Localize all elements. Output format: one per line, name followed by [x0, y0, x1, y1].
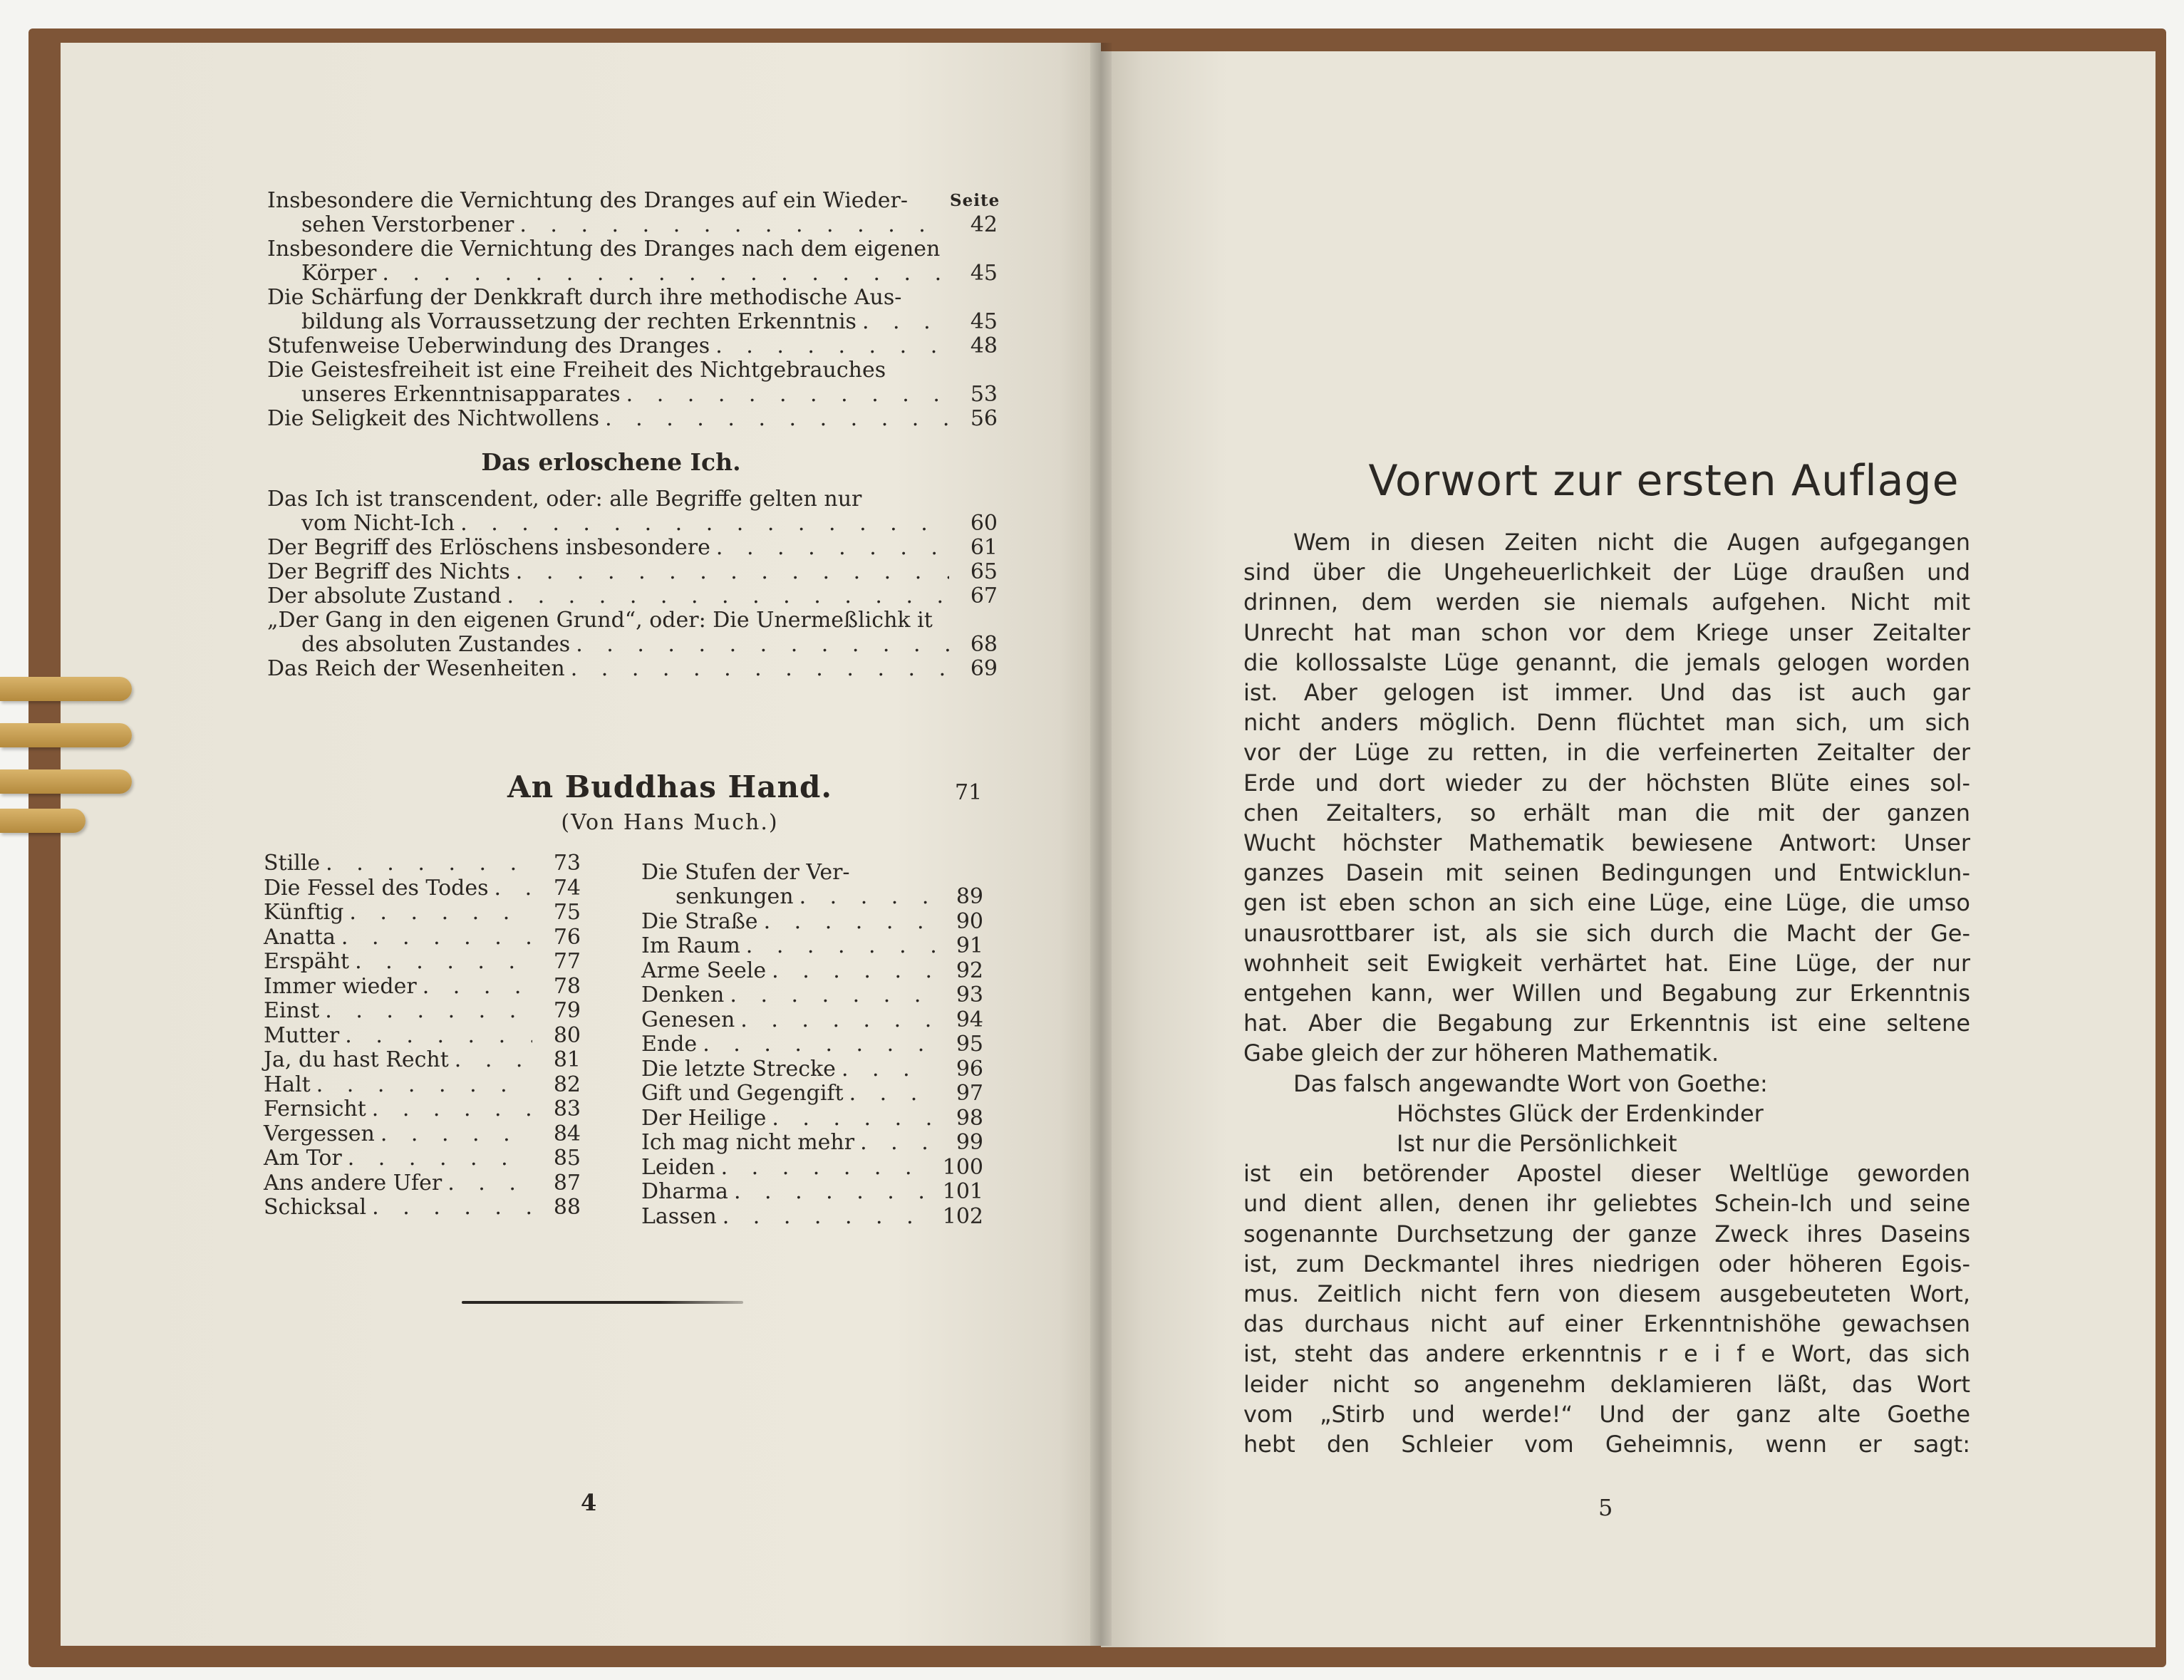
toc-text: vom Nicht-Ich [301, 511, 455, 536]
text-line: Gabe gleich der zur höheren Mathematik. [1243, 1039, 1719, 1067]
text-line: die kollossalste Lüge genannt, die jemals gelogen worden [1243, 648, 1970, 676]
toc-page-number: 98 [956, 1105, 983, 1131]
toc-page-number: 65 [970, 559, 998, 584]
toc-text: Stufenweise Ueberwindung des Dranges [267, 333, 710, 358]
toc-entry [267, 536, 998, 560]
list-item [264, 975, 581, 1000]
toc-page-number: 77 [553, 949, 581, 974]
section-heading-buddha [456, 769, 884, 835]
toc-page-number: 88 [553, 1195, 581, 1220]
section-subtitle: (Von Hans Much.) [561, 810, 779, 835]
poem-title: Mutter [264, 1022, 340, 1048]
list-item [264, 1097, 581, 1122]
poem-title: Einst [264, 998, 320, 1023]
toc-page-number: 99 [956, 1130, 983, 1155]
toc-page-number: 42 [970, 212, 998, 237]
poem-title: Gift und Gegengift [641, 1081, 844, 1106]
text-line: Unrecht hat man schon vor dem Kriege unser Zeitalter [1243, 618, 1970, 646]
list-item [264, 1024, 581, 1049]
chapter-title: Vorwort zur ersten Auflage [1368, 456, 1960, 506]
list-item [641, 1057, 983, 1082]
toc-page-number: 60 [970, 511, 998, 536]
list-item [641, 1008, 983, 1033]
poem-title: Die letzte Strecke [641, 1056, 836, 1082]
poem-title: Halt [264, 1072, 311, 1097]
toc-page-number: 82 [553, 1072, 581, 1097]
poem-title: Denken [641, 982, 725, 1007]
toc-entry [267, 487, 998, 536]
poem-title: Arme Seele [641, 958, 767, 983]
poem-title: Die Straße [641, 908, 758, 934]
toc-text: unseres Erkenntnisapparates [301, 382, 621, 407]
toc-entry [267, 584, 998, 608]
toc-page-number: 102 [942, 1203, 983, 1229]
poem-title: Erspäht [264, 949, 350, 974]
poem-title: Immer wieder [264, 973, 417, 999]
toc-page-number: 91 [956, 933, 983, 958]
section-title: An Buddhas Hand. [507, 769, 832, 804]
toc-page-number: 68 [970, 632, 998, 657]
poem-title: Die Fessel des Todes [264, 875, 489, 901]
toc-entry [267, 334, 998, 358]
poem-title: Vergessen [264, 1121, 375, 1146]
list-item [264, 876, 581, 901]
toc-page-number: 73 [553, 851, 581, 876]
toc-page-number: 90 [956, 908, 983, 934]
toc-text: Insbesondere die Vernichtung des Dranges auf ein Wieder- [267, 188, 908, 213]
toc-page-number: 78 [553, 973, 581, 999]
list-item [641, 1131, 983, 1156]
poem-title: Stille [264, 851, 321, 876]
toc-entry [267, 407, 998, 431]
toc-page-number: 94 [956, 1007, 983, 1032]
toc-page-number: 101 [942, 1179, 983, 1204]
list-item [264, 1146, 581, 1171]
toc-page-number: 84 [553, 1121, 581, 1146]
text-line: vom „Stirb und werde!“ Und der ganz alte Goethe [1243, 1400, 1970, 1428]
toc-text: Das Ich ist transcendent, oder: alle Begriffe gelten nur [267, 487, 862, 512]
quote-intro: Das falsch angewandte Wort von Goethe: [1293, 1069, 1768, 1097]
text-line: entgehen kann, wer Willen und Begabung zur Erkenntnis [1243, 980, 1970, 1007]
toc-page-number: 81 [553, 1047, 581, 1072]
section-heading: Das erloschene Ich. [481, 448, 741, 476]
list-item [641, 1156, 983, 1181]
toc-page-number: 61 [970, 535, 998, 560]
poem-title: Lassen [641, 1203, 717, 1229]
toc-entry [267, 608, 998, 657]
toc-text: Die Schärfung der Denkkraft durch ihre methodische Aus- [267, 285, 902, 310]
toc-page-number: 74 [553, 875, 581, 901]
text-line: ganzes Dasein mit seinen Bedingungen und Entwicklun- [1243, 859, 1970, 887]
poem-title: Ans andere Ufer [264, 1170, 443, 1196]
list-item [641, 983, 983, 1008]
toc-page-number: 80 [553, 1022, 581, 1048]
toc-entry [267, 657, 998, 681]
list-item [264, 1196, 581, 1220]
poem-title: Der Heilige [641, 1105, 767, 1131]
text-line: leider nicht so angenehm deklamieren läßt, das Wort [1243, 1370, 1970, 1398]
text-line: chen Zeitalters, so erhält man die mit der ganzen [1243, 799, 1970, 826]
toc-page-number: 45 [970, 309, 998, 334]
seite-label: Seite [950, 191, 1000, 210]
list-item [264, 901, 581, 925]
poem-title: Am Tor [264, 1146, 342, 1171]
page-number-right: 5 [1598, 1494, 1613, 1521]
toc-page-number: 56 [970, 406, 998, 431]
toc-entry [267, 237, 998, 286]
divider-rule [462, 1301, 743, 1304]
text-line: gen ist eben schon an sich eine Lüge, eine Lüge, die umso [1243, 889, 1970, 917]
text-line: sogenannte Durchsetzung der ganze Zweck ihres Daseins [1243, 1220, 1970, 1248]
poem-title: Schicksal [264, 1195, 367, 1220]
toc-page-number: 95 [956, 1032, 983, 1057]
text-line: ist ein betörender Apostel dieser Weltlüge geworden [1243, 1160, 1970, 1188]
list-item [264, 925, 581, 950]
text-line: nicht anders möglich. Denn flüchtet man sich, um sich [1243, 709, 1970, 737]
list-item [264, 950, 581, 975]
toc-page-number: 53 [970, 382, 998, 407]
list-item [641, 1082, 983, 1106]
toc-text: bildung als Vorraussetzung der rechten Erkenntnis [301, 309, 856, 334]
poem-title: senkungen [676, 884, 794, 909]
poem-title: Ja, du hast Recht [264, 1047, 449, 1072]
poem-title: Die Stufen der Ver- [641, 860, 850, 885]
toc-page-number: 79 [553, 998, 581, 1023]
toc-entry [267, 286, 998, 334]
toc-page-number: 89 [956, 884, 983, 909]
list-item [641, 934, 983, 959]
page-clip-icon [0, 663, 143, 848]
toc-entry [267, 560, 998, 584]
text-line: vor der Lüge zu retten, in die verfeinerten Zeitalter der [1243, 739, 1970, 767]
text-line: ist. Aber gelogen ist immer. Und das ist auch gar [1243, 679, 1970, 707]
toc-entry [267, 358, 998, 407]
book-gutter [1090, 43, 1112, 1646]
list-item [264, 1122, 581, 1147]
toc-text: Der Begriff des Nichts [267, 559, 510, 584]
toc-text: Die Seligkeit des Nichtwollens [267, 406, 600, 431]
text-line: ist, steht das andere erkenntnis r e i f e Wort, das sich [1243, 1340, 1970, 1368]
text-line: unausrottbarer ist, als sie sich durch die Macht der Ge- [1243, 919, 1970, 947]
page-number-left: 4 [581, 1489, 597, 1516]
text-line: Erde und dort wieder zu der höchsten Blüte eines sol- [1243, 769, 1970, 797]
table-of-contents [267, 189, 998, 681]
text-line: hebt den Schleier vom Geheimnis, wenn er sagt: [1243, 1431, 1970, 1458]
list-item [264, 1048, 581, 1073]
toc-text: Körper [301, 261, 377, 286]
poem-title: Im Raum [641, 933, 740, 958]
toc-page-number: 83 [553, 1096, 581, 1121]
list-item [641, 910, 983, 935]
poem-title: Ende [641, 1032, 698, 1057]
text-line: ist, zum Deckmantel ihres niedrigen oder höheren Egois- [1243, 1250, 1970, 1277]
list-item [641, 1032, 983, 1057]
toc-text: Insbesondere die Vernichtung des Dranges nach dem eigenen [267, 237, 941, 261]
toc-page-number: 97 [956, 1081, 983, 1106]
list-item [264, 1171, 581, 1196]
poem-list-left [264, 851, 581, 1220]
list-item [641, 959, 983, 984]
toc-text: „Der Gang in den eigenen Grund“, oder: Die Unermeßlichk it [267, 608, 933, 633]
toc-page-number: 67 [970, 584, 998, 608]
toc-text: Die Geistesfreiheit ist eine Freiheit des Nichtgebrauches [267, 358, 886, 383]
toc-text: Das Reich der Wesenheiten [267, 656, 565, 681]
poem-title: Künftig [264, 900, 344, 925]
text-line: und dient allen, denen ihr geliebtes Schein-Ich und seine [1243, 1190, 1970, 1218]
toc-page-number: 87 [553, 1170, 581, 1196]
list-item [264, 999, 581, 1024]
toc-page-number: 93 [956, 982, 983, 1007]
poem-title: Dharma [641, 1179, 728, 1204]
list-item [641, 1180, 983, 1205]
toc-page-number: 76 [553, 924, 581, 950]
poem-line: Höchstes Glück der Erdenkinder [1397, 1099, 1764, 1127]
poem-title: Fernsicht [264, 1096, 366, 1121]
toc-text: sehen Verstorbener [301, 212, 514, 237]
body-text [1243, 527, 1970, 1459]
text-line: mus. Zeitlich nicht fern von diesem ausgebeuteten Wort, [1243, 1280, 1970, 1308]
toc-page-number: 75 [553, 900, 581, 925]
toc-text: Der Begriff des Erlöschens insbesondere [267, 535, 710, 560]
toc-text: Der absolute Zustand [267, 584, 502, 608]
toc-page-number: 92 [956, 958, 983, 983]
toc-page-number: 69 [970, 656, 998, 681]
poem-title: Leiden [641, 1154, 715, 1180]
poem-list-right [641, 861, 983, 1229]
toc-page-number: 48 [970, 333, 998, 358]
toc-page-number: 100 [942, 1154, 983, 1180]
list-item [641, 1205, 983, 1230]
text-line: Wem in diesen Zeiten nicht die Augen aufgegangen [1293, 529, 1970, 556]
poem-title: Anatta [264, 924, 336, 950]
text-line: das durchaus nicht auf einer Erkenntnishöhe gewachsen [1243, 1310, 1970, 1338]
toc-page-number: 71 [955, 780, 983, 805]
list-item [264, 851, 581, 876]
poem-line: Ist nur die Persönlichkeit [1397, 1130, 1677, 1158]
poem-title: Ich mag nicht mehr [641, 1130, 855, 1155]
text-line: sind über die Ungeheuerlichkeit der Lüge draußen und [1243, 559, 1970, 586]
toc-text: des absoluten Zustandes [301, 632, 571, 657]
text-line: drinnen, dem werden sie niemals aufgehen. Nicht mit [1243, 588, 1970, 616]
text-line: wohnheit seit Ewigkeit verhärtet hat. Eine Lüge, der nur [1243, 949, 1970, 977]
text-line: Wucht höchster Mathematik bewiesene Antwort: Unser [1243, 829, 1970, 857]
toc-page-number: 45 [970, 261, 998, 286]
list-item [641, 861, 983, 910]
poem-title: Genesen [641, 1007, 735, 1032]
toc-page-number: 96 [956, 1056, 983, 1082]
list-item [264, 1073, 581, 1098]
toc-entry [267, 189, 998, 237]
text-line: hat. Aber die Begabung zur Erkenntnis ist eine seltene [1243, 1010, 1970, 1037]
toc-page-number: 85 [553, 1146, 581, 1171]
list-item [641, 1106, 983, 1131]
